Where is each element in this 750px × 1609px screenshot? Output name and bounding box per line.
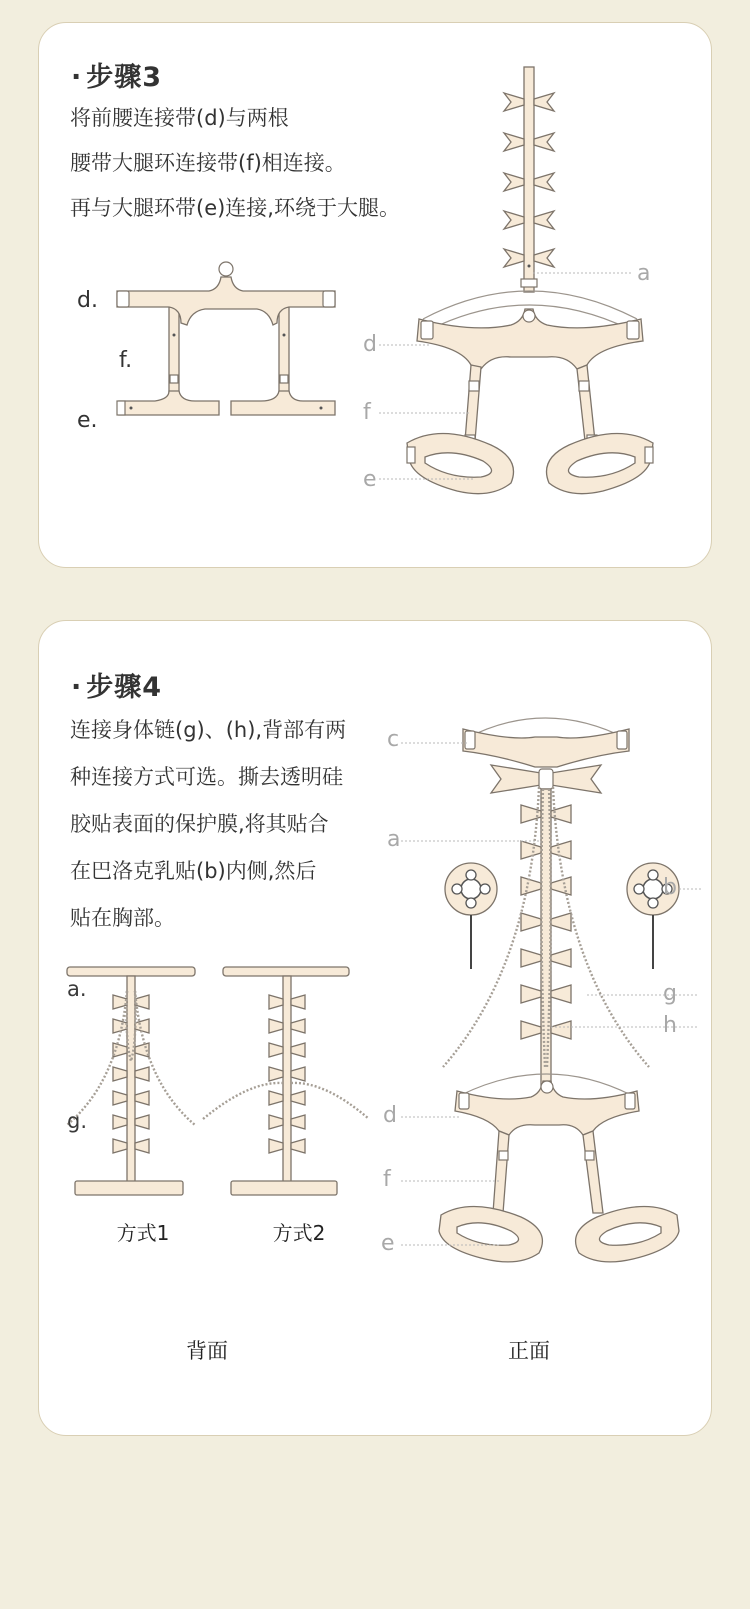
b-pastie-left: [445, 863, 497, 969]
d-belt: [117, 277, 335, 325]
a-strap: [283, 976, 291, 1190]
top-bar: [67, 967, 195, 976]
f-strap-right: [577, 365, 595, 441]
rivet: [283, 334, 286, 337]
step3-title-text: 步骤3: [86, 62, 163, 93]
e-loop-left: [439, 1206, 542, 1261]
step4-card: [38, 620, 712, 1436]
step3-assembled-figure: [361, 63, 691, 533]
e-end-left: [117, 401, 125, 415]
label-f: f: [363, 400, 371, 425]
d-end-left: [117, 291, 129, 307]
step3-card: [38, 22, 712, 568]
title-bullet: ·: [71, 62, 83, 93]
rivet: [130, 407, 133, 410]
front-label-a: a: [387, 827, 401, 852]
bottom-bar: [231, 1181, 337, 1195]
d-ring: [541, 1081, 553, 1093]
f-buckle-left: [469, 381, 479, 391]
d-end-right: [627, 321, 639, 339]
rivet: [320, 407, 323, 410]
back-view-figure: [59, 961, 379, 1211]
e-strap-right: [231, 391, 335, 415]
f-buckle-right: [585, 1151, 594, 1160]
title-bullet: ·: [71, 672, 83, 703]
method-1-diagram: [67, 967, 195, 1195]
method-2-diagram: [203, 967, 369, 1195]
front-label-c: c: [387, 727, 400, 752]
step4-line-4: 在巴洛克乳贴(b)内侧,然后: [70, 859, 317, 883]
step4-instructions: [70, 707, 346, 942]
a-strap: [524, 67, 534, 292]
rivet: [173, 334, 176, 337]
c-collar: [463, 729, 629, 767]
g-chain-right: [135, 991, 195, 1125]
step3-line-2: 腰带大腿环连接带(f)相连接。: [70, 151, 346, 175]
step4-line-2: 种连接方式可选。撕去透明硅: [70, 765, 343, 789]
c-end-right: [617, 731, 627, 749]
bow-knot: [539, 769, 553, 789]
e-loop-left: [407, 433, 514, 493]
front-label-g: g: [663, 981, 677, 1006]
label-e: e: [363, 467, 377, 492]
top-bar: [223, 967, 349, 976]
front-label-d: d: [383, 1103, 397, 1128]
e-end-left: [407, 447, 415, 463]
step3-components-figure: [69, 255, 349, 435]
a-buckle: [521, 279, 537, 287]
e-loop-right: [547, 433, 654, 493]
g-chain-left: [67, 991, 127, 1125]
d-ring: [219, 262, 233, 276]
f-buckle-right: [579, 381, 589, 391]
caption-method-1: 方式1: [116, 1221, 170, 1245]
back-label-g: g.: [67, 1109, 88, 1133]
d-ring: [523, 310, 535, 322]
front-view-figure: [381, 707, 701, 1267]
back-label-a: a.: [67, 977, 87, 1001]
f-strap-right: [583, 1131, 603, 1213]
step4-line-3: 胶贴表面的保护膜,将其贴合: [70, 812, 329, 836]
a-strap: [127, 976, 135, 1190]
rivet: [528, 265, 531, 268]
c-end-left: [465, 731, 475, 749]
step4-title-text: 步骤4: [86, 672, 163, 703]
step3-line-3: 再与大腿环带(e)连接,环绕于大腿。: [70, 196, 400, 220]
d-end-right: [625, 1093, 635, 1109]
f-strap-left: [493, 1131, 509, 1213]
f-buckle-left: [170, 375, 178, 383]
front-label-f: f: [383, 1167, 391, 1192]
f-buckle-left: [499, 1151, 508, 1160]
front-label-h: h: [663, 1013, 677, 1038]
step3-title: [71, 55, 162, 94]
bottom-bar: [75, 1181, 183, 1195]
d-end-right: [323, 291, 335, 307]
f-strap-left: [465, 365, 481, 441]
step4-title: [71, 665, 162, 704]
step4-line-5: 贴在胸部。: [70, 906, 175, 930]
step3-line-1: 将前腰连接带(d)与两根: [70, 106, 289, 130]
front-label-b: b: [663, 875, 677, 900]
d-end-left: [421, 321, 433, 339]
label-d: d.: [77, 288, 98, 313]
e-end-right: [645, 447, 653, 463]
caption-method-2: 方式2: [272, 1221, 326, 1245]
e-loop-right: [576, 1206, 679, 1261]
label-f: f.: [119, 348, 133, 373]
step4-line-1: 连接身体链(g)、(h),背部有两: [70, 718, 347, 742]
label-e: e.: [77, 408, 98, 433]
label-a: a: [637, 261, 651, 286]
label-back-view: 背面: [186, 1339, 228, 1363]
d-end-left: [459, 1093, 469, 1109]
e-strap-left: [119, 391, 219, 415]
label-d: d: [363, 332, 377, 357]
front-label-e: e: [381, 1231, 395, 1256]
label-front-view: 正面: [508, 1339, 550, 1363]
f-buckle-right: [280, 375, 288, 383]
step3-instructions: [70, 96, 400, 231]
